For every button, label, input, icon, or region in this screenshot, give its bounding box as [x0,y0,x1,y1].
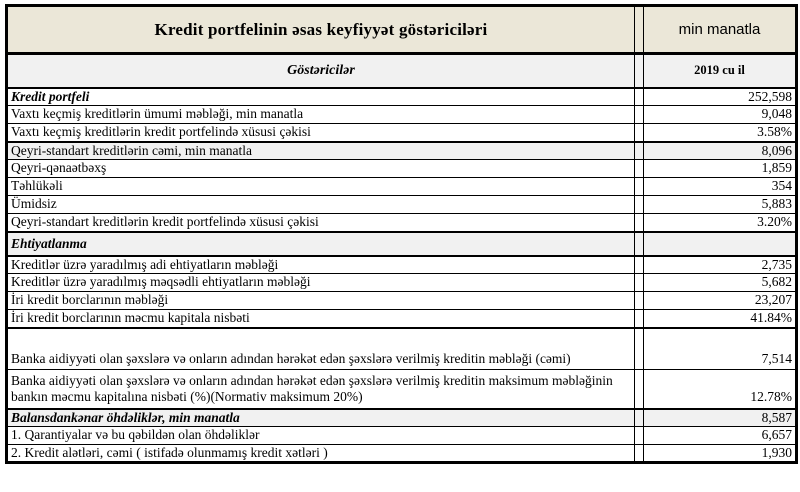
table-row [7,256,797,274]
credit-portfolio-table [5,4,798,464]
row-value: 5,883 [644,196,797,214]
row-label: Kreditlər üzrə yaradılmış məqsədli ehtiyatların məbləği [7,274,635,292]
row-label: Qeyri-standart kreditlərin cəmi, min manatla [7,142,635,160]
table-row [7,178,797,196]
table-row [7,88,797,106]
table-body [7,88,797,463]
row-value: 41.84% [644,310,797,328]
column-header-row [7,54,797,88]
row-value: 2,735 [644,256,797,274]
row-value: 354 [644,178,797,196]
row-label: Ehtiyatlanma [7,232,635,256]
row-spacer-cell [635,310,644,328]
column-header-indicators: Göstəricilər [7,54,635,88]
row-value: 1,859 [644,160,797,178]
row-spacer-cell [635,370,644,409]
row-spacer-cell [635,328,644,370]
row-label: Balansdankənar öhdəliklər, min manatla [7,409,635,427]
row-label: 1. Qarantiyalar və bu qəbildən olan öhdəliklər [7,427,635,445]
row-value: 23,207 [644,292,797,310]
table-row [7,106,797,124]
row-label: Qeyri-standart kreditlərin kredit portfelində xüsusi çəkisi [7,214,635,232]
row-spacer-cell [635,160,644,178]
title-spacer-cell [635,6,644,54]
row-label: Vaxtı keçmiş kreditlərin ümumi məbləği, min manatla [7,106,635,124]
table-row [7,427,797,445]
table-row [7,310,797,328]
table-row [7,160,797,178]
table-title: Kredit portfelinin əsas keyfiyyət göstəriciləri [7,6,635,54]
row-value: 8,096 [644,142,797,160]
row-spacer-cell [635,142,644,160]
row-spacer-cell [635,214,644,232]
title-row [7,6,797,54]
row-value: 3.58% [644,124,797,142]
row-spacer-cell [635,196,644,214]
row-spacer-cell [635,274,644,292]
row-spacer-cell [635,409,644,427]
table-row [7,445,797,463]
row-label: Vaxtı keçmiş kreditlərin kredit portfelində xüsusi çəkisi [7,124,635,142]
table-row [7,409,797,427]
row-label: Kreditlər üzrə yaradılmış adi ehtiyatların məbləği [7,256,635,274]
row-value: 1,930 [644,445,797,463]
row-value: 5,682 [644,274,797,292]
row-spacer-cell [635,232,644,256]
row-label: İri kredit borclarının məbləği [7,292,635,310]
table-row [7,214,797,232]
row-spacer-cell [635,88,644,106]
row-value: 7,514 [644,328,797,370]
row-spacer-cell [635,256,644,274]
row-label: Banka aidiyyəti olan şəxslərə və onların adından hərəkət edən şəxslərə verilmiş kreditin məbləği (cəmi) [7,328,635,370]
table-row [7,196,797,214]
table-row [7,124,797,142]
unit-label: min manatla [644,6,797,54]
table-row [7,142,797,160]
row-spacer-cell [635,427,644,445]
row-label: İri kredit borclarının məcmu kapitala nisbəti [7,310,635,328]
table-row [7,232,797,256]
row-value: 252,598 [644,88,797,106]
table-row [7,370,797,409]
row-label: Ümidsiz [7,196,635,214]
row-spacer-cell [635,124,644,142]
row-spacer-cell [635,292,644,310]
table-row [7,292,797,310]
row-label: Banka aidiyyəti olan şəxslərə və onların adından hərəkət edən şəxslərə verilmiş kreditin maksimum məbləğinin bankın məcmu kapitalına nisbəti (%)(Normativ maksimum 20%) [7,370,635,409]
column-header-spacer-cell [635,54,644,88]
row-value: 12.78% [644,370,797,409]
row-label: Qeyri-qənaətbəxş [7,160,635,178]
row-label: Kredit portfeli [7,88,635,106]
row-value: 3.20% [644,214,797,232]
row-spacer-cell [635,178,644,196]
column-header-year: 2019 cu il [644,54,797,88]
row-value [644,232,797,256]
table-row [7,328,797,370]
row-label: Təhlükəli [7,178,635,196]
row-value: 6,657 [644,427,797,445]
table-row [7,274,797,292]
row-value: 9,048 [644,106,797,124]
row-spacer-cell [635,445,644,463]
row-label: 2. Kredit alətləri, cəmi ( istifadə olunmamış kredit xətləri ) [7,445,635,463]
row-spacer-cell [635,106,644,124]
row-value: 8,587 [644,409,797,427]
